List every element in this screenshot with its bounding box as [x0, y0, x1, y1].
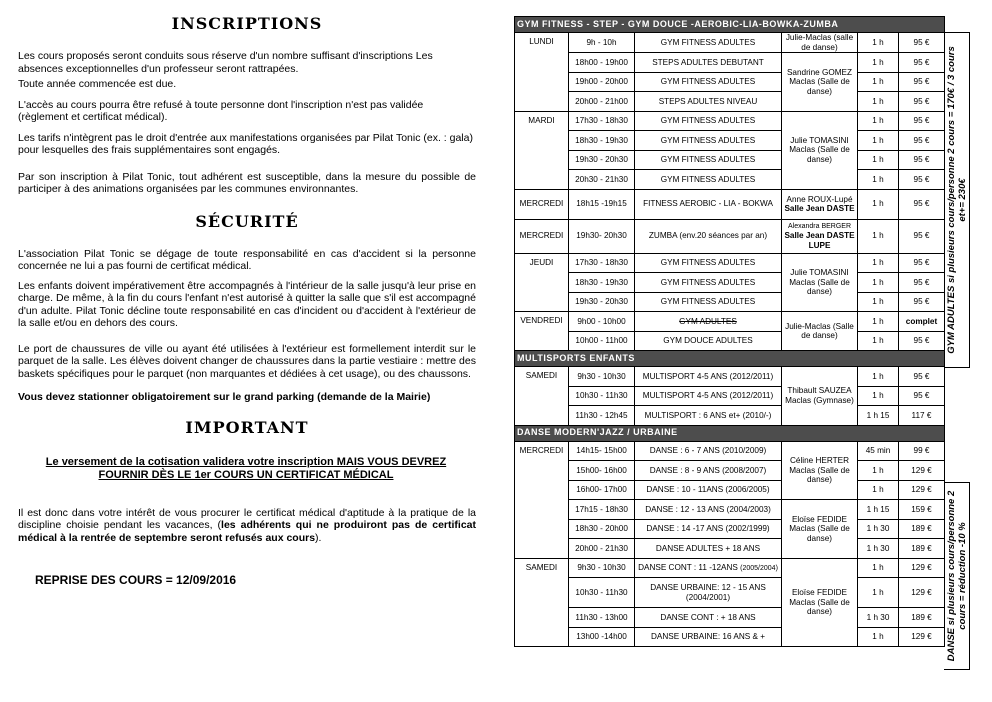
course-cell: ZUMBA (env.20 séances par an)	[635, 219, 782, 253]
duration-cell: 1 h	[858, 253, 899, 273]
duration-cell: 45 min	[858, 441, 899, 461]
course-cell: DANSE : 10 - 11ANS (2006/2005)	[635, 480, 782, 500]
schedule-panel	[514, 16, 970, 672]
paragraph-certificat: Le versement de la cotisation validera votre inscription MAIS VOUS DEVREZ FOURNIR DÈS LE 1er COURS UN CERTIFICAT MÉDICAL	[45, 455, 447, 481]
hour-cell: 11h30 - 13h00	[569, 608, 635, 628]
course-cell: GYM FITNESS ADULTES	[635, 33, 782, 53]
course-cell: DANSE URBAINE: 16 ANS & +	[635, 627, 782, 647]
teacher-cell: Eloïse FEDIDE Maclas (Salle de danse)	[782, 558, 858, 647]
duration-cell: 1 h	[858, 386, 899, 406]
teacher-name: Anne ROUX-Lupé	[786, 194, 853, 204]
hour-cell: 20h00 - 21h30	[569, 539, 635, 559]
paragraph-enfants: Les enfants doivent impérativement être accompagnés à l'intérieur de la salle jusqu'à leur prise en charge. De même, à la fin du cours l'enfant n'est autorisé à quitter la salle que s'il est accompagné d'un adulte. Pilat Tonic décline toute responsabilité en cas d'incident ou d'accident à l'extérieur de la salle et/ou en dehors des cours.	[18, 279, 476, 329]
price-cell: 95 €	[899, 111, 945, 131]
price-cell: 95 €	[899, 367, 945, 387]
table-row	[515, 189, 945, 219]
hour-cell: 9h30 - 10h30	[569, 367, 635, 387]
hour-cell: 9h30 - 10h30	[569, 558, 635, 578]
table-row	[515, 253, 945, 273]
course-cell: MULTISPORT 4-5 ANS (2012/2011)	[635, 386, 782, 406]
section-gym-header: GYM FITNESS - STEP - GYM DOUCE -AEROBIC-LIA-BOWKA-ZUMBA	[515, 17, 945, 33]
price-cell: 95 €	[899, 273, 945, 293]
duration-cell: 1 h	[858, 331, 899, 351]
hour-cell: 13h00 -14h00	[569, 627, 635, 647]
table-row	[515, 519, 945, 539]
teacher-cell	[782, 189, 858, 219]
duration-cell: 1 h	[858, 312, 899, 332]
course-cell: GYM FITNESS ADULTES	[635, 170, 782, 190]
paragraph-parking: Vous devez stationner obligatoirement sur le grand parking (demande de la Mairie)	[18, 391, 431, 403]
course-cell: GYM FITNESS ADULTES	[635, 131, 782, 151]
duration-cell: 1 h	[858, 53, 899, 73]
interet-text-b: les adhérents qui ne produiront pas de certificat médical à la rentrée de septembre seront refusés aux cours	[18, 519, 476, 544]
price-cell: 129 €	[899, 461, 945, 481]
paragraph-year: Toute année commencée est due.	[18, 78, 177, 90]
duration-cell: 1 h	[858, 111, 899, 131]
hour-cell: 19h30 - 20h30	[569, 150, 635, 170]
table-row	[515, 170, 945, 190]
duration-cell: 1 h	[858, 627, 899, 647]
hour-cell: 18h30 - 20h00	[569, 519, 635, 539]
hour-cell: 18h00 - 19h00	[569, 53, 635, 73]
course-cell: DANSE : 8 - 9 ANS (2008/2007)	[635, 461, 782, 481]
teacher-venue: Salle Jean DASTE	[784, 204, 855, 213]
hour-cell: 16h00- 17h00	[569, 480, 635, 500]
course-cell: DANSE : 14 -17 ANS (2002/1999)	[635, 519, 782, 539]
teacher-venue: Salle Jean DASTE LUPE	[784, 231, 855, 250]
hour-cell: 19h30- 20h30	[569, 219, 635, 253]
course-label: DANSE CONT : 11 -12ANS	[638, 562, 738, 572]
price-cell: 95 €	[899, 92, 945, 112]
duration-cell: 1 h	[858, 72, 899, 92]
table-row	[515, 406, 945, 426]
section-danse-header: DANSE MODERN'JAZZ / URBAINE	[515, 425, 945, 441]
course-cell: STEPS ADULTES NIVEAU	[635, 92, 782, 112]
day-lundi: LUNDI	[515, 33, 569, 112]
day-mercredi: MERCREDI	[515, 441, 569, 558]
hour-cell: 18h30 - 19h30	[569, 273, 635, 293]
hour-cell: 17h30 - 18h30	[569, 253, 635, 273]
duration-cell: 1 h 30	[858, 608, 899, 628]
course-cell: GYM FITNESS ADULTES	[635, 111, 782, 131]
course-cell: FITNESS AEROBIC - LIA - BOKWA	[635, 189, 782, 219]
day-samedi: SAMEDI	[515, 367, 569, 426]
table-row	[515, 441, 945, 461]
duration-cell: 1 h 30	[858, 539, 899, 559]
price-cell: 95 €	[899, 189, 945, 219]
paragraph-interet	[18, 507, 476, 545]
price-cell: 99 €	[899, 441, 945, 461]
hour-cell: 9h00 - 10h00	[569, 312, 635, 332]
hour-cell: 18h15 -19h15	[569, 189, 635, 219]
day-mardi: MARDI	[515, 111, 569, 189]
duration-cell: 1 h	[858, 219, 899, 253]
hour-cell: 20h30 - 21h30	[569, 170, 635, 190]
hour-cell: 10h00 - 11h00	[569, 331, 635, 351]
teacher-cell: Céline HERTER Maclas (Salle de danse)	[782, 441, 858, 500]
price-cell: 189 €	[899, 539, 945, 559]
duration-cell: 1 h	[858, 558, 899, 578]
price-cell: 95 €	[899, 53, 945, 73]
price-cell: 117 €	[899, 406, 945, 426]
table-row	[515, 150, 945, 170]
hour-cell: 17h15 - 18h30	[569, 500, 635, 520]
hour-cell: 11h30 - 12h45	[569, 406, 635, 426]
section-multisport-header: MULTISPORTS ENFANTS	[515, 351, 945, 367]
day-jeudi: JEUDI	[515, 253, 569, 312]
schedule-table	[514, 16, 945, 647]
teacher-cell: Julie-Maclas (salle de danse)	[782, 33, 858, 53]
course-cell: GYM FITNESS ADULTES	[635, 72, 782, 92]
course-cell: MULTISPORT : 6 ANS et+ (2010/-)	[635, 406, 782, 426]
course-cell: GYM DOUCE ADULTES	[635, 331, 782, 351]
price-cell: 129 €	[899, 480, 945, 500]
hour-cell: 10h30 - 11h30	[569, 578, 635, 608]
duration-cell: 1 h	[858, 578, 899, 608]
price-cell: 159 €	[899, 500, 945, 520]
hour-cell: 19h30 - 20h30	[569, 292, 635, 312]
table-row	[515, 131, 945, 151]
price-cell: 95 €	[899, 331, 945, 351]
duration-cell: 1 h 15	[858, 500, 899, 520]
table-row	[515, 578, 945, 608]
price-cell: 95 €	[899, 72, 945, 92]
course-cell: GYM FITNESS ADULTES	[635, 150, 782, 170]
gym-pricing-note: GYM ADULTES si plusieurs cours/personne 2 cours = 170€ / 3 cours et+= 230€	[945, 46, 968, 354]
table-row	[515, 72, 945, 92]
duration-cell: 1 h	[858, 131, 899, 151]
reprise-des-cours: REPRISE DES COURS = 12/09/2016	[35, 573, 237, 587]
price-cell: 129 €	[899, 627, 945, 647]
course-cell: DANSE ADULTES + 18 ANS	[635, 539, 782, 559]
interet-text-a: Il est donc dans votre intérêt de vous procurer le certificat médical d'aptitude à la pratique de la discipline choisie pendant les vacances, (	[18, 506, 476, 531]
table-row	[515, 292, 945, 312]
day-vendredi: VENDREDI	[515, 312, 569, 351]
table-row	[515, 312, 945, 332]
duration-cell: 1 h	[858, 170, 899, 190]
day-mercredi: MERCREDI	[515, 219, 569, 253]
duration-cell: 1 h	[858, 33, 899, 53]
teacher-cell: Julie TOMASINI Maclas (Salle de danse)	[782, 111, 858, 189]
table-row	[515, 92, 945, 112]
paragraph-chaussures: Le port de chaussures de ville ou ayant été utilisées à l'extérieur est formellement interdit sur le parquet de la salle. Les élèves doivent changer de chaussures dans la partie vestiaire : mettre des baskets spécifiques pour le parquet (non marquantes et dédiées à cet usage), ou des chaussons.	[18, 342, 476, 380]
duration-cell: 1 h	[858, 292, 899, 312]
table-row	[515, 33, 945, 53]
table-row	[515, 558, 945, 578]
hour-cell: 19h00 - 20h00	[569, 72, 635, 92]
course-cell: DANSE URBAINE: 12 - 15 ANS (2004/2001)	[635, 578, 782, 608]
paragraph-access: L'accès au cours pourra être refusé à toute personne dont l'inscription n'est pas validée (règlement et certificat médical).	[18, 98, 424, 123]
duration-cell: 1 h	[858, 480, 899, 500]
table-row	[515, 500, 945, 520]
table-row	[515, 219, 945, 253]
price-cell: 95 €	[899, 253, 945, 273]
duration-cell: 1 h	[858, 189, 899, 219]
course-cell: MULTISPORT 4-5 ANS (2012/2011)	[635, 367, 782, 387]
duration-cell: 1 h 15	[858, 406, 899, 426]
duration-cell: 1 h	[858, 92, 899, 112]
course-cell: DANSE : 6 - 7 ANS (2010/2009)	[635, 441, 782, 461]
table-row	[515, 273, 945, 293]
price-cell: complet	[899, 312, 945, 332]
rules-column	[18, 14, 476, 587]
duration-cell: 1 h	[858, 367, 899, 387]
course-cell: GYM ADULTES	[635, 312, 782, 332]
table-row	[515, 539, 945, 559]
duration-cell: 1 h	[858, 461, 899, 481]
inscriptions-title: INSCRIPTIONS	[171, 14, 323, 33]
table-row	[515, 480, 945, 500]
course-cell: GYM FITNESS ADULTES	[635, 273, 782, 293]
duration-cell: 1 h 30	[858, 519, 899, 539]
table-row	[515, 53, 945, 73]
duration-cell: 1 h	[858, 273, 899, 293]
table-row	[515, 608, 945, 628]
price-cell: 129 €	[899, 558, 945, 578]
table-row	[515, 386, 945, 406]
gym-pricing-sidebar	[944, 32, 970, 368]
course-years: (2005/2004)	[740, 564, 778, 572]
danse-pricing-note: DANSE si plusieurs cours/personne 2 cours = réduction -10 %	[945, 490, 968, 662]
teacher-cell: Julie TOMASINI Maclas (Salle de danse)	[782, 253, 858, 312]
price-cell: 189 €	[899, 608, 945, 628]
table-row	[515, 111, 945, 131]
important-title: IMPORTANT	[185, 417, 309, 437]
course-cell: DANSE CONT : + 18 ANS	[635, 608, 782, 628]
course-cell: STEPS ADULTES DEBUTANT	[635, 53, 782, 73]
paragraph-courses: Les cours proposés seront conduits sous réserve d'un nombre suffisant d'inscriptions Les absences exceptionnelles d'un professeur seront rattrapées.	[18, 50, 433, 75]
table-row	[515, 331, 945, 351]
teacher-cell	[782, 219, 858, 253]
price-cell: 95 €	[899, 219, 945, 253]
price-cell: 95 €	[899, 33, 945, 53]
paragraph-tarifs: Les tarifs n'intègrent pas le droit d'entrée aux manifestations organisées par Pilat Tonic (ex. : gala) pour lesquelles des frais supplémentaires sont engagés.	[18, 131, 473, 156]
course-cell: DANSE : 12 - 13 ANS (2004/2003)	[635, 500, 782, 520]
table-row	[515, 627, 945, 647]
hour-cell: 18h30 - 19h30	[569, 131, 635, 151]
course-cell: GYM FITNESS ADULTES	[635, 253, 782, 273]
price-cell: 189 €	[899, 519, 945, 539]
price-cell: 95 €	[899, 386, 945, 406]
day-mercredi: MERCREDI	[515, 189, 569, 219]
teacher-cell: Julie-Maclas (Salle de danse)	[782, 312, 858, 351]
course-cell: GYM FITNESS ADULTES	[635, 292, 782, 312]
hour-cell: 9h - 10h	[569, 33, 635, 53]
hour-cell: 17h30 - 18h30	[569, 111, 635, 131]
securite-title: SÉCURITÉ	[195, 211, 299, 231]
hour-cell: 20h00 - 21h00	[569, 92, 635, 112]
teacher-cell: Sandrine GOMEZ Maclas (Salle de danse)	[782, 53, 858, 112]
paragraph-responsabilite: L'association Pilat Tonic se dégage de toute responsabilité en cas d'accident si la personne concernée ne lui a pas fourni de certificat médical.	[18, 247, 476, 272]
course-cell	[635, 558, 782, 578]
paragraph-animations: Par son inscription à Pilat Tonic, tout adhérent est susceptible, dans la mesure du possible de participer à des animations organisées par les communes environnantes.	[18, 170, 476, 195]
teacher-name: Alexandra BERGER	[787, 222, 852, 230]
price-cell: 95 €	[899, 150, 945, 170]
price-cell: 95 €	[899, 131, 945, 151]
price-cell: 95 €	[899, 292, 945, 312]
hour-cell: 14h15- 15h00	[569, 441, 635, 461]
hour-cell: 15h00- 16h00	[569, 461, 635, 481]
hour-cell: 10h30 - 11h30	[569, 386, 635, 406]
duration-cell: 1 h	[858, 150, 899, 170]
table-row	[515, 367, 945, 387]
day-samedi: SAMEDI	[515, 558, 569, 647]
danse-pricing-sidebar	[944, 482, 970, 670]
interet-text-c: ).	[315, 531, 322, 544]
teacher-cell: Eloïse FEDIDE Maclas (Salle de danse)	[782, 500, 858, 559]
teacher-cell: Thibault SAUZEA Maclas (Gymnase)	[782, 367, 858, 426]
price-cell: 95 €	[899, 170, 945, 190]
table-row	[515, 461, 945, 481]
price-cell: 129 €	[899, 578, 945, 608]
